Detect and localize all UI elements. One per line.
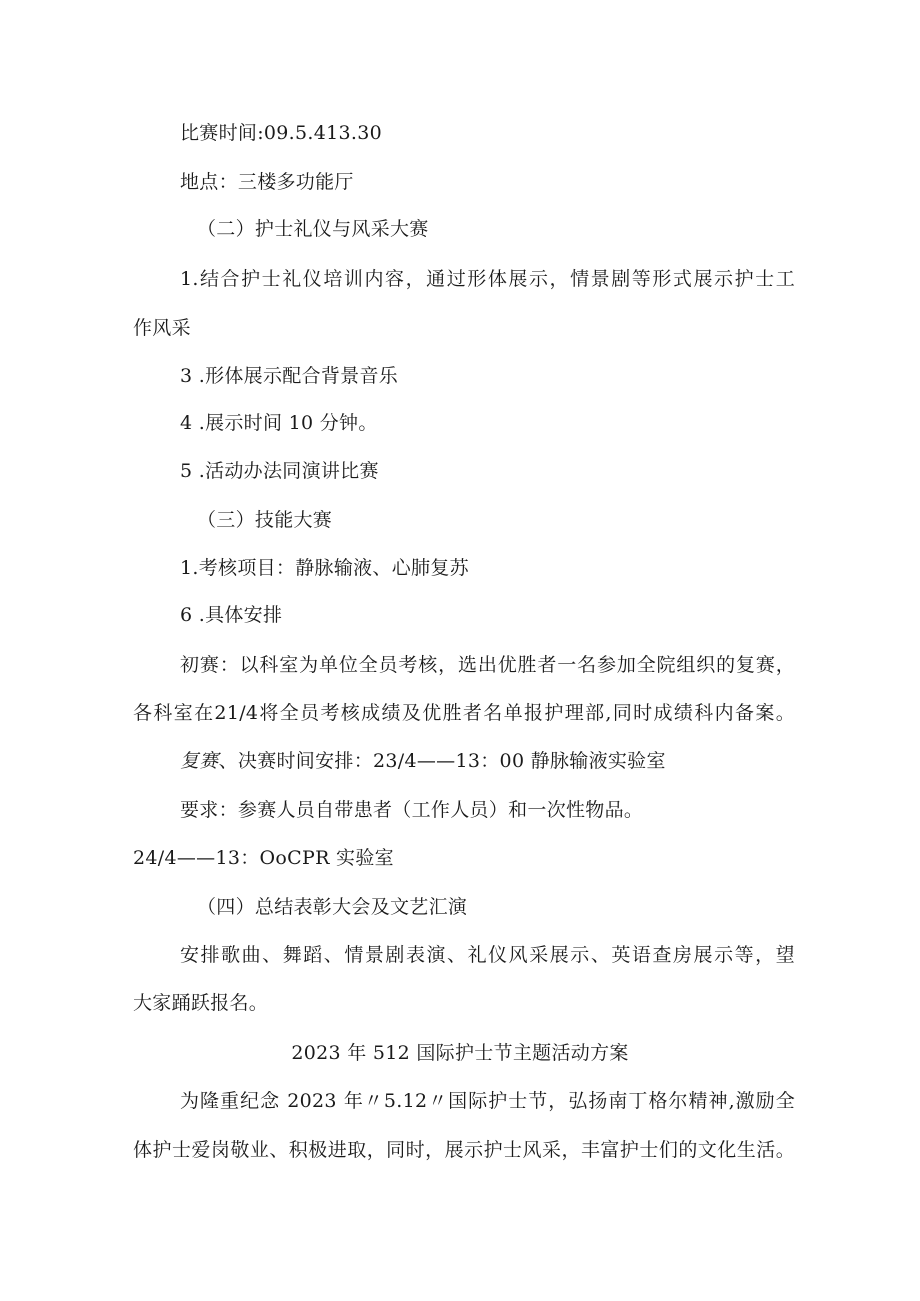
section-3-item-1: 1.考核项目：静脉输液、心肺复苏 — [180, 557, 469, 579]
section-2-item-3: 3 .形体展示配合背景音乐 — [180, 365, 399, 387]
section-4-line-1: 安排歌曲、舞蹈、情景剧表演、礼仪风采展示、英语查房展示等，望 — [180, 944, 795, 966]
section-2-item-1-line-2: 作风采 — [133, 317, 191, 339]
match-time-line: 比赛时间:09.5.413.30 — [180, 122, 383, 144]
section-2-item-1-line-1: 1.结合护士礼仪培训内容，通过形体展示，情景剧等形式展示护士工 — [180, 268, 795, 290]
section-4-line-2: 大家踊跃报名。 — [133, 992, 269, 1014]
section-4-heading: （四）总结表彰大会及文艺汇演 — [197, 896, 468, 918]
section-2-item-4: 4 .展示时间 10 分钟。 — [180, 412, 378, 434]
preliminary-line-1: 初赛：以科室为单位全员考核，选出优胜者一名参加全院组织的复赛， — [180, 654, 795, 676]
section-3-item-6: 6 .具体安排 — [180, 604, 283, 626]
section-3-heading: （三）技能大赛 — [197, 509, 333, 531]
section-2-heading: （二）护士礼仪与风采大赛 — [197, 218, 429, 240]
location-line: 地点：三楼多功能厅 — [180, 171, 354, 193]
plan-title: 2023 年 512 国际护士节主题活动方案 — [291, 1042, 629, 1064]
final-label: 复赛 — [180, 750, 219, 772]
preliminary-line-2: 各科室在21/4将全员考核成绩及优胜者名单报护理部,同时成绩科内备案。 — [133, 702, 795, 724]
final-schedule-line — [180, 749, 666, 773]
cpr-schedule-line: 24/4——13：OoCPR 实验室 — [133, 847, 394, 869]
final-schedule-text: 、决赛时间安排：23/4——13：00 静脉输液实验室 — [218, 750, 666, 772]
intro-line-1: 为隆重纪念 2023 年〃5.12〃国际护士节，弘扬南丁格尔精神,激励全 — [180, 1090, 795, 1112]
requirement-line: 要求：参赛人员自带患者（工作人员）和一次性物品。 — [180, 799, 644, 821]
intro-line-2: 体护士爱岗敬业、积极进取，同时，展示护士风采，丰富护士们的文化生活。 — [133, 1139, 795, 1161]
section-2-item-5: 5 .活动办法同演讲比赛 — [180, 460, 379, 482]
